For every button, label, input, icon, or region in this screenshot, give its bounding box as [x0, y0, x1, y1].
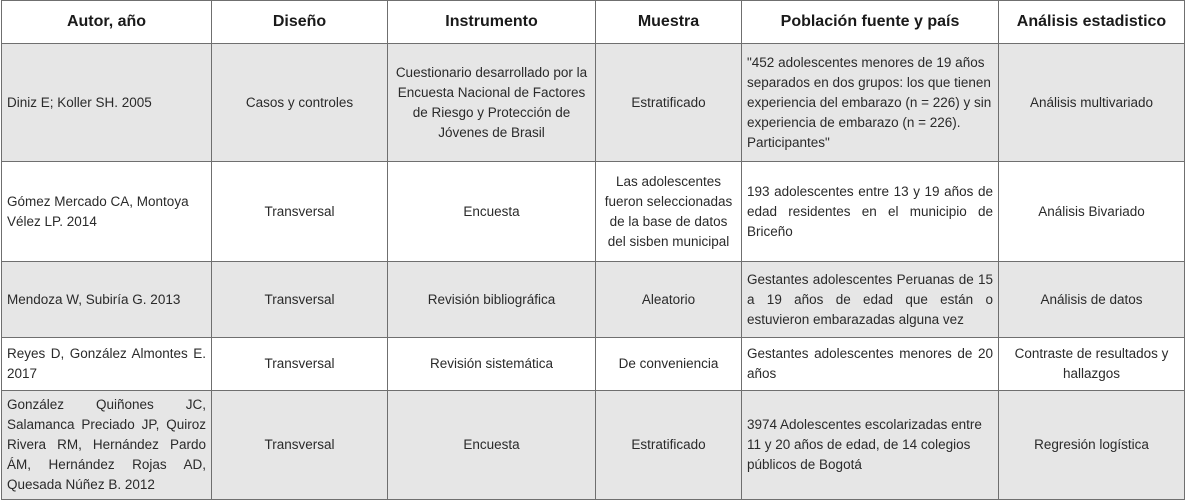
cell-instrumento: Revisión sistemática [388, 338, 596, 391]
cell-diseno: Transversal [212, 338, 388, 391]
cell-diseno: Transversal [212, 162, 388, 262]
header-row [2, 1, 1185, 44]
header-autor: Autor, año [2, 1, 212, 44]
cell-autor: Reyes D, González Almontes E. 2017 [2, 338, 212, 391]
table-row [2, 262, 1185, 338]
cell-analisis: Análisis multivariado [999, 44, 1185, 162]
studies-table [1, 0, 1185, 500]
header-poblacion: Población fuente y país [742, 1, 999, 44]
cell-autor: González Quiñones JC, Salamanca Preciado JP, Quiroz Rivera RM, Hernández Pardo ÁM, Hernández Rojas AD, Quesada Núñez B. 2012 [2, 391, 212, 500]
cell-muestra: Estratificado [596, 391, 742, 500]
cell-diseno: Transversal [212, 262, 388, 338]
table-row [2, 162, 1185, 262]
cell-poblacion: Gestantes adolescentes menores de 20 años [742, 338, 999, 391]
header-instrumento: Instrumento [388, 1, 596, 44]
table-row [2, 391, 1185, 500]
table-row [2, 338, 1185, 391]
cell-diseno: Transversal [212, 391, 388, 500]
cell-poblacion: 3974 Adolescentes escolarizadas entre 11 y 20 años de edad, de 14 colegios públicos de Bogotá [742, 391, 999, 500]
cell-muestra: Aleatorio [596, 262, 742, 338]
header-muestra: Muestra [596, 1, 742, 44]
cell-analisis: Contraste de resultados y hallazgos [999, 338, 1185, 391]
header-diseno: Diseño [212, 1, 388, 44]
cell-analisis: Análisis de datos [999, 262, 1185, 338]
cell-poblacion: 193 adolescentes entre 13 y 19 años de edad residentes en el municipio de Briceño [742, 162, 999, 262]
cell-instrumento: Encuesta [388, 162, 596, 262]
cell-autor: Diniz E; Koller SH. 2005 [2, 44, 212, 162]
cell-poblacion: "452 adolescentes menores de 19 años separados en dos grupos: los que tienen experiencia del embarazo (n = 226) y sin experiencia de embarazo (n = 226). Participantes" [742, 44, 999, 162]
cell-muestra: Las adolescentes fueron seleccionadas de la base de datos del sisben municipal [596, 162, 742, 262]
cell-autor: Gómez Mercado CA, Montoya Vélez LP. 2014 [2, 162, 212, 262]
cell-instrumento: Revisión bibliográfica [388, 262, 596, 338]
cell-instrumento: Cuestionario desarrollado por la Encuesta Nacional de Factores de Riesgo y Protección de Jóvenes de Brasil [388, 44, 596, 162]
cell-instrumento: Encuesta [388, 391, 596, 500]
cell-muestra: De conveniencia [596, 338, 742, 391]
table-row [2, 44, 1185, 162]
cell-muestra: Estratificado [596, 44, 742, 162]
cell-diseno: Casos y controles [212, 44, 388, 162]
cell-autor: Mendoza W, Subiría G. 2013 [2, 262, 212, 338]
header-analisis: Análisis estadistico [999, 1, 1185, 44]
cell-analisis: Análisis Bivariado [999, 162, 1185, 262]
cell-poblacion: Gestantes adolescentes Peruanas de 15 a 19 años de edad que están o estuvieron embarazadas alguna vez [742, 262, 999, 338]
cell-analisis: Regresión logística [999, 391, 1185, 500]
